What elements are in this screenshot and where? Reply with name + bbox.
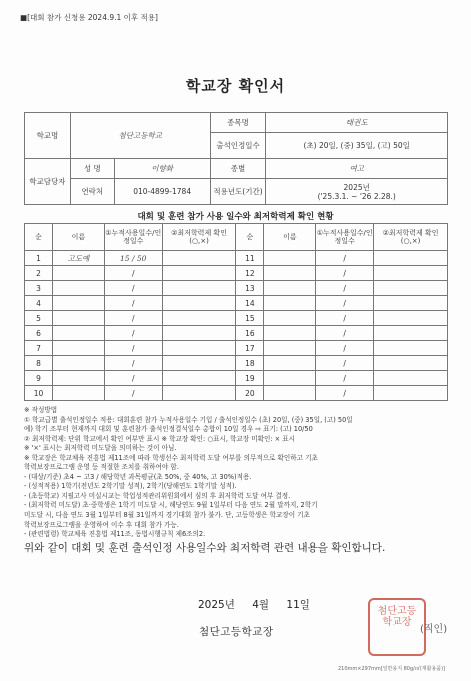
min-achievement-check (162, 311, 236, 326)
student-name (52, 386, 104, 401)
school-name-label: 학교명 (25, 113, 71, 159)
student-name: 고도예 (52, 251, 104, 266)
school-manager-label: 학교담당자 (25, 159, 71, 205)
min-achievement-check (374, 326, 448, 341)
student-name (52, 356, 104, 371)
class-label: 종별 (210, 159, 266, 179)
table-row (25, 386, 448, 401)
attendance-days-value: (초) 20일, (중) 35일, (고) 50일 (266, 133, 448, 159)
row-no: 10 (25, 386, 53, 401)
days-used: / (104, 311, 162, 326)
attendance-table (24, 223, 448, 401)
days-used: / (104, 356, 162, 371)
contact-label: 연락처 (70, 179, 114, 205)
issue-month: 4월 (252, 599, 270, 611)
event-label: 종목명 (210, 113, 266, 133)
min-achievement-check (374, 281, 448, 296)
instruction-line: ① 학교급별 출석인정일수 적용: 대회훈련 참가 누적사용일수 기입 / 출석인정일수 (초) 20일, (중) 35일, (고) 50일 (24, 415, 353, 424)
writing-instructions (24, 406, 454, 540)
row-no: 2 (25, 266, 53, 281)
row-no: 19 (236, 371, 264, 386)
issue-year: 2025년 (198, 599, 235, 611)
table-row (25, 326, 448, 341)
table-row (25, 281, 448, 296)
min-achievement-check (162, 356, 236, 371)
attendance-rows (25, 251, 448, 401)
row-no: 9 (25, 371, 53, 386)
attendance-header-row (25, 224, 448, 251)
school-info-table (24, 112, 448, 205)
row-no: 17 (236, 341, 264, 356)
min-achievement-check (374, 341, 448, 356)
row-no: 14 (236, 296, 264, 311)
row-no: 4 (25, 296, 53, 311)
instruction-line: - (성적적용) 1학기(전년도 2학기말 성적), 2학기(당해연도 1학기말 성적). (24, 482, 237, 491)
min-achievement-check (162, 386, 236, 401)
section-title: 대회 및 훈련 참가 사용 일수와 최저학력제 확인 현황 (137, 212, 334, 222)
confirmation-statement: 위와 같이 대회 및 훈련 출석인정 사용일수와 최저학력 관련 내용을 확인합니다. (24, 542, 386, 554)
issue-date (198, 597, 310, 612)
min-achievement-check (374, 266, 448, 281)
days-used: / (104, 326, 162, 341)
min-achievement-check (374, 311, 448, 326)
row-no: 1 (25, 251, 53, 266)
min-achievement-check (162, 266, 236, 281)
instruction-line: 학력보장프로그램을 운영하여 이수 후 대회 참가 가능. (24, 520, 179, 529)
student-name (264, 281, 316, 296)
period-value: ('25.3.1. ~ '26 2.28.) (317, 191, 396, 201)
row-no: 13 (236, 281, 264, 296)
table-row (25, 341, 448, 356)
days-used: 15 / 50 (104, 251, 162, 266)
row-no: 6 (25, 326, 53, 341)
instruction-line: - (최저학력 미도달) 초·중학생은 1학기 미도달 시, 해당연도 9월 1일부터 다음 연도 2월 말까지, 2학기 (24, 501, 318, 510)
days-used: / (316, 251, 374, 266)
issue-day: 11일 (286, 599, 310, 611)
days-used: / (316, 371, 374, 386)
table-row (25, 356, 448, 371)
days-used: / (316, 356, 374, 371)
header-min-achievement-right: ②최저학력제 확인(○,×) (374, 224, 448, 251)
min-achievement-check (162, 296, 236, 311)
header-no-right: 순 (236, 224, 264, 251)
row-no: 16 (236, 326, 264, 341)
student-name (264, 251, 316, 266)
instruction-line: - (초등학교) 지필고사 미실시교는 학업성적관리위원회에서 심의 후 최저학력 도달 여부 결정. (24, 491, 291, 500)
instruction-line: 미도달 시, 다음 연도 3월 1일부터 8월 31일까지 경기대회 참가 불가. 단, 고등학생은 학교장이 기초 (24, 511, 310, 520)
student-name (52, 281, 104, 296)
instruction-line: 예) 학기 조부터 현재까지 대회 및 훈련참가 출석인정결석일수 총합이 10일 경우 ⇨ 표기: (고) 10/50 (24, 425, 313, 434)
seal-mark-label: (직인) (420, 624, 448, 635)
header-min-achievement: ②최저학력제 확인(○,×) (162, 224, 236, 251)
student-name (52, 296, 104, 311)
min-achievement-check (374, 251, 448, 266)
days-used: / (104, 386, 162, 401)
student-name (264, 371, 316, 386)
header-name-right: 이름 (264, 224, 316, 251)
table-row (25, 251, 448, 266)
days-used: / (104, 341, 162, 356)
document-title: 학교장 확인서 (185, 77, 286, 95)
header-days: ①누적사용일수/인정일수 (104, 224, 162, 251)
instruction-line: ※ 학교장은 학교체육 진흥법 제11조에 따라 학생선수 최저학력 도달 여부를 의무적으로 확인하고 기초 (24, 453, 318, 462)
days-used: / (104, 296, 162, 311)
row-no: 11 (236, 251, 264, 266)
header-name: 이름 (52, 224, 104, 251)
student-name (264, 341, 316, 356)
student-name (52, 311, 104, 326)
student-name (52, 266, 104, 281)
row-no: 12 (236, 266, 264, 281)
days-used: / (104, 281, 162, 296)
days-used: / (316, 311, 374, 326)
header-days-right: ①누적사용일수/인정일수 (316, 224, 374, 251)
row-no: 5 (25, 311, 53, 326)
table-row (25, 266, 448, 281)
student-name (52, 326, 104, 341)
row-no: 3 (25, 281, 53, 296)
min-achievement-check (374, 296, 448, 311)
min-achievement-check (162, 251, 236, 266)
student-name (52, 341, 104, 356)
student-name (264, 326, 316, 341)
days-used: / (316, 386, 374, 401)
instruction-line: ※ 작성방법 (24, 406, 58, 414)
student-name (264, 296, 316, 311)
student-name (264, 266, 316, 281)
table-row (25, 371, 448, 386)
row-no: 7 (25, 341, 53, 356)
days-used: / (316, 326, 374, 341)
table-row (25, 311, 448, 326)
paper-size-note: 210mm×297mm[일반용지 80g/㎡(재활용품)] (338, 666, 446, 672)
days-used: / (104, 371, 162, 386)
attendance-days-label: 출석인정일수 (210, 133, 266, 159)
year-value: 2025년 (343, 182, 370, 192)
student-name (264, 311, 316, 326)
year-cell (266, 179, 448, 205)
instruction-line: - (관련법령) 학교체육 진흥법 제11조, 동법시행규칙 제6조의2. (24, 530, 206, 539)
days-used: / (316, 266, 374, 281)
header-no: 순 (25, 224, 53, 251)
instruction-line: ※ '×' 표시는 최저학력 미도달을 의미하는 것이 아님. (24, 444, 177, 453)
row-no: 8 (25, 356, 53, 371)
student-name (264, 356, 316, 371)
year-label: 적용년도(기간) (210, 179, 266, 205)
row-no: 20 (236, 386, 264, 401)
contact-value: 010-4899-1784 (114, 179, 210, 205)
table-row (25, 296, 448, 311)
instruction-line: - (대상/기준) 초4 ~ 고3 / 해당학년 과목평균(초 50%, 중 40%, 고 30%)적용. (24, 472, 252, 481)
min-achievement-check (374, 356, 448, 371)
days-used: / (316, 341, 374, 356)
event-value: 태권도 (266, 113, 448, 133)
row-no: 15 (236, 311, 264, 326)
official-seal-stamp (368, 598, 426, 656)
student-name (264, 386, 316, 401)
min-achievement-check (374, 386, 448, 401)
class-value: 여고 (266, 159, 448, 179)
seal-text: 첨단고등학교장 (377, 606, 417, 628)
form-version-label: ■[대회 참가 신청용 2024.9.1 이후 적용] (20, 13, 158, 22)
days-used: / (104, 266, 162, 281)
min-achievement-check (162, 281, 236, 296)
min-achievement-check (162, 341, 236, 356)
student-name (52, 371, 104, 386)
instruction-line: ② 최저학력제: 단위 학교에서 확인 여부만 표시 ※ 학교장 확인: ○표시, 학교장 미확인: × 표시 (24, 434, 296, 443)
instruction-line: 학력보장프로그램 운영 등 적절한 조치를 취하여야 함. (24, 463, 179, 472)
principal-signature-line: 첨단고등학교장 (199, 626, 274, 638)
row-no: 18 (236, 356, 264, 371)
min-achievement-check (162, 371, 236, 386)
manager-name-value: 이향화 (114, 159, 210, 179)
min-achievement-check (162, 326, 236, 341)
min-achievement-check (374, 371, 448, 386)
days-used: / (316, 296, 374, 311)
days-used: / (316, 281, 374, 296)
manager-name-label: 성 명 (70, 159, 114, 179)
school-name-value: 첨단고등학교 (70, 113, 210, 159)
